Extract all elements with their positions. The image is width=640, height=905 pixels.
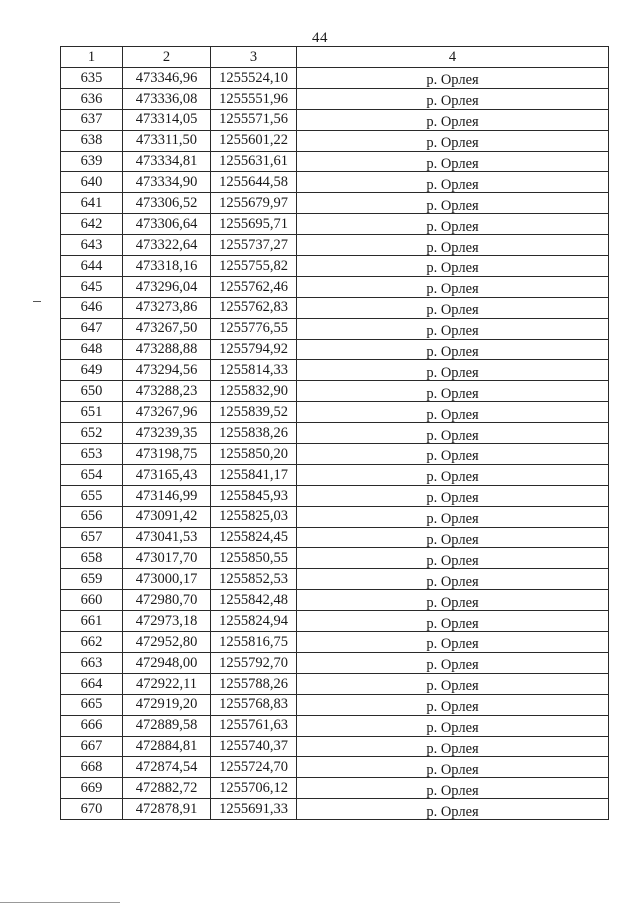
coordinate-y-cell: 1255691,33 bbox=[211, 799, 297, 820]
coordinate-x-cell: 473000,17 bbox=[123, 569, 211, 590]
table-row bbox=[61, 652, 609, 673]
table-row bbox=[61, 109, 609, 130]
table-row bbox=[61, 548, 609, 569]
description-cell: р. Орлея bbox=[297, 652, 609, 673]
point-number-cell: 669 bbox=[61, 778, 123, 799]
coordinate-y-cell: 1255824,45 bbox=[211, 527, 297, 548]
table-row bbox=[61, 611, 609, 632]
coordinate-y-cell: 1255768,83 bbox=[211, 694, 297, 715]
point-number-cell: 648 bbox=[61, 339, 123, 360]
point-number-cell: 660 bbox=[61, 590, 123, 611]
description-cell: р. Орлея bbox=[297, 214, 609, 235]
point-number-cell: 662 bbox=[61, 632, 123, 653]
coordinate-x-cell: 473288,88 bbox=[123, 339, 211, 360]
table-body bbox=[61, 68, 609, 820]
coordinate-y-cell: 1255631,61 bbox=[211, 151, 297, 172]
coordinate-y-cell: 1255706,12 bbox=[211, 778, 297, 799]
point-number-cell: 666 bbox=[61, 715, 123, 736]
point-number-cell: 642 bbox=[61, 214, 123, 235]
description-cell: р. Орлея bbox=[297, 736, 609, 757]
coordinate-y-cell: 1255740,37 bbox=[211, 736, 297, 757]
page-number: 44 bbox=[312, 30, 328, 46]
point-number-cell: 656 bbox=[61, 506, 123, 527]
coordinate-x-cell: 472922,11 bbox=[123, 673, 211, 694]
coordinate-y-cell: 1255842,48 bbox=[211, 590, 297, 611]
coordinate-x-cell: 473334,81 bbox=[123, 151, 211, 172]
coordinate-x-cell: 473091,42 bbox=[123, 506, 211, 527]
table-row bbox=[61, 527, 609, 548]
column-header-2: 2 bbox=[123, 47, 211, 68]
description-cell: р. Орлея bbox=[297, 485, 609, 506]
table-row bbox=[61, 464, 609, 485]
point-number-cell: 657 bbox=[61, 527, 123, 548]
description-cell: р. Орлея bbox=[297, 68, 609, 89]
description-cell: р. Орлея bbox=[297, 590, 609, 611]
table-row bbox=[61, 757, 609, 778]
coordinate-x-cell: 473146,99 bbox=[123, 485, 211, 506]
point-number-cell: 640 bbox=[61, 172, 123, 193]
coordinate-y-cell: 1255695,71 bbox=[211, 214, 297, 235]
point-number-cell: 651 bbox=[61, 402, 123, 423]
table-row bbox=[61, 423, 609, 444]
table-row bbox=[61, 590, 609, 611]
table-row bbox=[61, 318, 609, 339]
description-cell: р. Орлея bbox=[297, 381, 609, 402]
table-row bbox=[61, 569, 609, 590]
description-cell: р. Орлея bbox=[297, 632, 609, 653]
column-header-3: 3 bbox=[211, 47, 297, 68]
description-cell: р. Орлея bbox=[297, 276, 609, 297]
coordinate-y-cell: 1255838,26 bbox=[211, 423, 297, 444]
description-cell: р. Орлея bbox=[297, 799, 609, 820]
coordinate-y-cell: 1255852,53 bbox=[211, 569, 297, 590]
description-cell: р. Орлея bbox=[297, 297, 609, 318]
table-row bbox=[61, 632, 609, 653]
point-number-cell: 663 bbox=[61, 652, 123, 673]
point-number-cell: 659 bbox=[61, 569, 123, 590]
coordinate-y-cell: 1255601,22 bbox=[211, 130, 297, 151]
coordinate-y-cell: 1255762,83 bbox=[211, 297, 297, 318]
coordinate-x-cell: 473306,52 bbox=[123, 193, 211, 214]
description-cell: р. Орлея bbox=[297, 715, 609, 736]
point-number-cell: 668 bbox=[61, 757, 123, 778]
coordinate-x-cell: 472948,00 bbox=[123, 652, 211, 673]
coordinate-y-cell: 1255755,82 bbox=[211, 256, 297, 277]
coordinates-table-container bbox=[60, 46, 608, 820]
point-number-cell: 667 bbox=[61, 736, 123, 757]
coordinate-x-cell: 473334,90 bbox=[123, 172, 211, 193]
description-cell: р. Орлея bbox=[297, 757, 609, 778]
table-row bbox=[61, 256, 609, 277]
table-row bbox=[61, 151, 609, 172]
description-cell: р. Орлея bbox=[297, 109, 609, 130]
point-number-cell: 638 bbox=[61, 130, 123, 151]
coordinate-x-cell: 472878,91 bbox=[123, 799, 211, 820]
description-cell: р. Орлея bbox=[297, 548, 609, 569]
coordinate-x-cell: 472882,72 bbox=[123, 778, 211, 799]
coordinate-x-cell: 473288,23 bbox=[123, 381, 211, 402]
table-row bbox=[61, 130, 609, 151]
coordinate-y-cell: 1255850,20 bbox=[211, 444, 297, 465]
column-header-1: 1 bbox=[61, 47, 123, 68]
coordinate-y-cell: 1255824,94 bbox=[211, 611, 297, 632]
coordinate-x-cell: 473311,50 bbox=[123, 130, 211, 151]
point-number-cell: 643 bbox=[61, 235, 123, 256]
description-cell: р. Орлея bbox=[297, 235, 609, 256]
table-row bbox=[61, 88, 609, 109]
table-row bbox=[61, 193, 609, 214]
coordinate-y-cell: 1255825,03 bbox=[211, 506, 297, 527]
coordinate-x-cell: 473336,08 bbox=[123, 88, 211, 109]
coordinate-x-cell: 472952,80 bbox=[123, 632, 211, 653]
point-number-cell: 645 bbox=[61, 276, 123, 297]
description-cell: р. Орлея bbox=[297, 464, 609, 485]
description-cell: р. Орлея bbox=[297, 506, 609, 527]
coordinates-table bbox=[60, 46, 609, 820]
coordinate-y-cell: 1255845,93 bbox=[211, 485, 297, 506]
coordinate-y-cell: 1255816,75 bbox=[211, 632, 297, 653]
coordinate-x-cell: 473198,75 bbox=[123, 444, 211, 465]
description-cell: р. Орлея bbox=[297, 444, 609, 465]
description-cell: р. Орлея bbox=[297, 130, 609, 151]
coordinate-x-cell: 473294,56 bbox=[123, 360, 211, 381]
description-cell: р. Орлея bbox=[297, 339, 609, 360]
table-row bbox=[61, 68, 609, 89]
table-row bbox=[61, 485, 609, 506]
footer-rule bbox=[0, 902, 120, 903]
coordinate-y-cell: 1255679,97 bbox=[211, 193, 297, 214]
table-header-row bbox=[61, 47, 609, 68]
coordinate-x-cell: 473306,64 bbox=[123, 214, 211, 235]
table-row bbox=[61, 339, 609, 360]
coordinate-x-cell: 472884,81 bbox=[123, 736, 211, 757]
coordinate-x-cell: 473318,16 bbox=[123, 256, 211, 277]
coordinate-x-cell: 473296,04 bbox=[123, 276, 211, 297]
point-number-cell: 655 bbox=[61, 485, 123, 506]
coordinate-x-cell: 472889,58 bbox=[123, 715, 211, 736]
coordinate-y-cell: 1255788,26 bbox=[211, 673, 297, 694]
coordinate-x-cell: 472980,70 bbox=[123, 590, 211, 611]
description-cell: р. Орлея bbox=[297, 151, 609, 172]
table-row bbox=[61, 360, 609, 381]
coordinate-x-cell: 472874,54 bbox=[123, 757, 211, 778]
point-number-cell: 670 bbox=[61, 799, 123, 820]
coordinate-x-cell: 473322,64 bbox=[123, 235, 211, 256]
table-row bbox=[61, 694, 609, 715]
coordinate-x-cell: 472973,18 bbox=[123, 611, 211, 632]
description-cell: р. Орлея bbox=[297, 423, 609, 444]
point-number-cell: 652 bbox=[61, 423, 123, 444]
point-number-cell: 637 bbox=[61, 109, 123, 130]
coordinate-x-cell: 473273,86 bbox=[123, 297, 211, 318]
table-row bbox=[61, 715, 609, 736]
point-number-cell: 650 bbox=[61, 381, 123, 402]
coordinate-y-cell: 1255794,92 bbox=[211, 339, 297, 360]
description-cell: р. Орлея bbox=[297, 611, 609, 632]
description-cell: р. Орлея bbox=[297, 694, 609, 715]
description-cell: р. Орлея bbox=[297, 569, 609, 590]
coordinate-y-cell: 1255814,33 bbox=[211, 360, 297, 381]
coordinate-x-cell: 473346,96 bbox=[123, 68, 211, 89]
coordinate-y-cell: 1255762,46 bbox=[211, 276, 297, 297]
coordinate-x-cell: 473267,50 bbox=[123, 318, 211, 339]
coordinate-y-cell: 1255841,17 bbox=[211, 464, 297, 485]
margin-mark bbox=[33, 301, 41, 302]
coordinate-y-cell: 1255761,63 bbox=[211, 715, 297, 736]
point-number-cell: 644 bbox=[61, 256, 123, 277]
point-number-cell: 653 bbox=[61, 444, 123, 465]
table-row bbox=[61, 506, 609, 527]
table-row bbox=[61, 444, 609, 465]
coordinate-x-cell: 473314,05 bbox=[123, 109, 211, 130]
coordinate-x-cell: 473165,43 bbox=[123, 464, 211, 485]
table-row bbox=[61, 172, 609, 193]
column-header-4: 4 bbox=[297, 47, 609, 68]
table-row bbox=[61, 799, 609, 820]
point-number-cell: 661 bbox=[61, 611, 123, 632]
point-number-cell: 654 bbox=[61, 464, 123, 485]
point-number-cell: 664 bbox=[61, 673, 123, 694]
table-row bbox=[61, 297, 609, 318]
description-cell: р. Орлея bbox=[297, 88, 609, 109]
coordinate-y-cell: 1255839,52 bbox=[211, 402, 297, 423]
coordinate-y-cell: 1255776,55 bbox=[211, 318, 297, 339]
coordinate-y-cell: 1255644,58 bbox=[211, 172, 297, 193]
table-row bbox=[61, 778, 609, 799]
coordinate-x-cell: 473017,70 bbox=[123, 548, 211, 569]
point-number-cell: 636 bbox=[61, 88, 123, 109]
table-row bbox=[61, 736, 609, 757]
description-cell: р. Орлея bbox=[297, 360, 609, 381]
coordinate-x-cell: 473239,35 bbox=[123, 423, 211, 444]
description-cell: р. Орлея bbox=[297, 172, 609, 193]
point-number-cell: 658 bbox=[61, 548, 123, 569]
point-number-cell: 665 bbox=[61, 694, 123, 715]
point-number-cell: 635 bbox=[61, 68, 123, 89]
point-number-cell: 646 bbox=[61, 297, 123, 318]
description-cell: р. Орлея bbox=[297, 778, 609, 799]
coordinate-y-cell: 1255850,55 bbox=[211, 548, 297, 569]
coordinate-y-cell: 1255832,90 bbox=[211, 381, 297, 402]
coordinate-y-cell: 1255524,10 bbox=[211, 68, 297, 89]
coordinate-x-cell: 473267,96 bbox=[123, 402, 211, 423]
description-cell: р. Орлея bbox=[297, 193, 609, 214]
table-row bbox=[61, 235, 609, 256]
coordinate-y-cell: 1255571,56 bbox=[211, 109, 297, 130]
table-row bbox=[61, 402, 609, 423]
description-cell: р. Орлея bbox=[297, 318, 609, 339]
coordinate-y-cell: 1255724,70 bbox=[211, 757, 297, 778]
point-number-cell: 641 bbox=[61, 193, 123, 214]
table-row bbox=[61, 381, 609, 402]
point-number-cell: 649 bbox=[61, 360, 123, 381]
point-number-cell: 647 bbox=[61, 318, 123, 339]
coordinate-y-cell: 1255737,27 bbox=[211, 235, 297, 256]
table-row bbox=[61, 276, 609, 297]
description-cell: р. Орлея bbox=[297, 402, 609, 423]
coordinate-y-cell: 1255792,70 bbox=[211, 652, 297, 673]
description-cell: р. Орлея bbox=[297, 256, 609, 277]
coordinate-x-cell: 473041,53 bbox=[123, 527, 211, 548]
description-cell: р. Орлея bbox=[297, 527, 609, 548]
table-row bbox=[61, 673, 609, 694]
description-cell: р. Орлея bbox=[297, 673, 609, 694]
point-number-cell: 639 bbox=[61, 151, 123, 172]
coordinate-x-cell: 472919,20 bbox=[123, 694, 211, 715]
table-row bbox=[61, 214, 609, 235]
coordinate-y-cell: 1255551,96 bbox=[211, 88, 297, 109]
